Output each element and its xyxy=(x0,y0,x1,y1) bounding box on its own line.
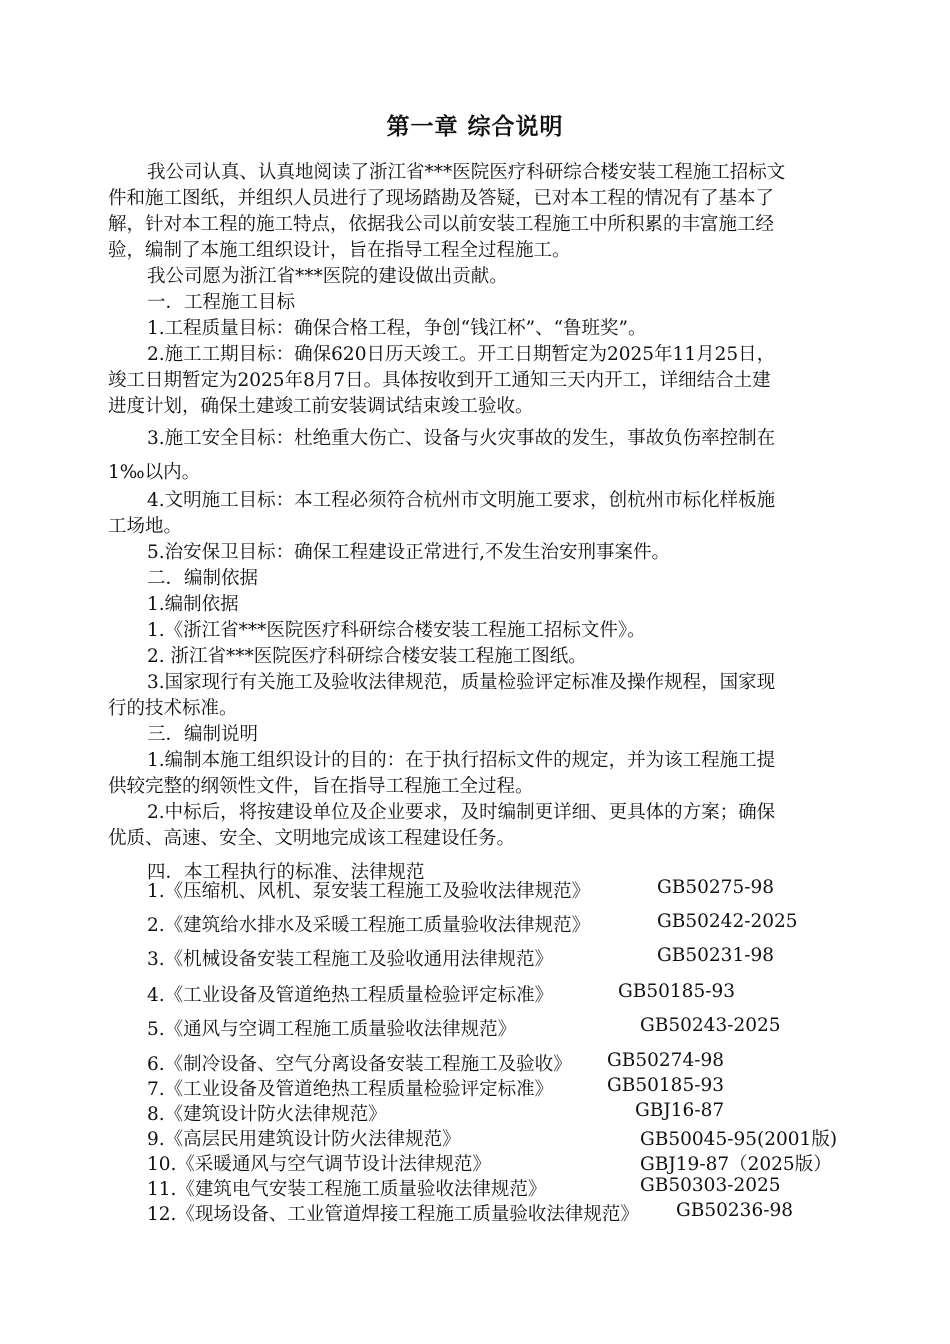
section1-line: 1‰以内。 xyxy=(108,462,201,483)
section-heading-standards: 四．本工程执行的标准、法律规范 xyxy=(147,862,425,883)
standard-code: GB50274-98 xyxy=(607,1050,725,1071)
section2-line: 2. 浙江省***医院医疗科研综合楼安装工程施工图纸。 xyxy=(147,646,587,667)
section1-line: 工场地。 xyxy=(108,516,183,537)
section2-line: 3.国家现行有关施工及验收法律规范，质量检验评定标准及操作规程，国家现 xyxy=(147,672,776,693)
standard-code: GB50236-98 xyxy=(676,1200,794,1221)
standard-name: 12.《现场设备、工业管道焊接工程施工质量验收法律规范》 xyxy=(147,1204,639,1225)
standard-code: GB50185-93 xyxy=(618,981,736,1002)
chapter-title: 第一章 综合说明 xyxy=(386,113,564,140)
section-heading-goals: 一．工程施工目标 xyxy=(147,292,296,313)
section1-line: 3.施工安全目标：杜绝重大伤亡、设备与火灾事故的发生，事故负伤率控制在 xyxy=(147,428,776,449)
section1-line: 5.治安保卫目标：确保工程建设正常进行,不发生治安刑事案件。 xyxy=(147,542,671,563)
standard-name: 7.《工业设备及管道绝热工程质量检验评定标准》 xyxy=(147,1079,554,1100)
section3-line: 1.编制本施工组织设计的目的：在于执行招标文件的规定，并为该工程施工提 xyxy=(147,750,776,771)
standard-name: 4.《工业设备及管道绝热工程质量检验评定标准》 xyxy=(147,985,554,1006)
standard-name: 6.《制冷设备、空气分离设备安装工程施工及验收》 xyxy=(147,1054,572,1075)
standard-name: 5.《通风与空调工程施工质量验收法律规范》 xyxy=(147,1019,517,1040)
standard-name: 10.《采暖通风与空气调节设计法律规范》 xyxy=(147,1154,491,1175)
standard-code: GB50045-95(2001版) xyxy=(640,1129,838,1150)
standard-code: GBJ19-87（2025版） xyxy=(640,1154,832,1175)
standard-code: GB50243-2025 xyxy=(640,1015,781,1036)
intro-line: 我公司认真、认真地阅读了浙江省***医院医疗科研综合楼安装工程施工招标文 xyxy=(147,162,786,183)
standard-code: GBJ16-87 xyxy=(635,1100,725,1121)
intro-line: 验，编制了本施工组织设计，旨在指导工程全过程施工。 xyxy=(108,240,571,261)
section1-line: 竣工日期暂定为2025年8月7日。具体按收到开工通知三天内开工，详细结合土建 xyxy=(108,370,771,391)
standard-code: GB50303-2025 xyxy=(640,1175,781,1196)
section-heading-basis: 二．编制依据 xyxy=(147,568,259,589)
section3-line: 2.中标后，将按建设单位及企业要求，及时编制更详细、更具体的方案；确保 xyxy=(147,802,776,823)
section1-line: 2.施工工期目标：确保620日历天竣工。开工日期暂定为2025年11月25日， xyxy=(147,344,776,365)
standard-name: 2.《建筑给水排水及采暖工程施工质量验收法律规范》 xyxy=(147,915,591,936)
section2-line: 行的技术标准。 xyxy=(108,698,238,719)
standard-name: 8.《建筑设计防火法律规范》 xyxy=(147,1104,387,1125)
intro-line: 件和施工图纸，并组织人员进行了现场踏勘及答疑，已对本工程的情况有了基本了 xyxy=(108,188,775,209)
intro-line: 我公司愿为浙江省***医院的建设做出贡献。 xyxy=(147,266,508,287)
section1-line: 1.工程质量目标：确保合格工程，争创“钱江杯”、“鲁班奖”。 xyxy=(147,318,647,339)
section2-line: 1.编制依据 xyxy=(147,594,239,615)
section-heading-notes: 三．编制说明 xyxy=(147,724,259,745)
standard-name: 1.《压缩机、风机、泵安装工程施工及验收法律规范》 xyxy=(147,881,591,902)
standard-code: GB50185-93 xyxy=(607,1075,725,1096)
section2-line: 1.《浙江省***医院医疗科研综合楼安装工程施工招标文件》。 xyxy=(147,620,646,641)
section1-line: 4.文明施工目标：本工程必须符合杭州市文明施工要求，创杭州市标化样板施 xyxy=(147,490,776,511)
intro-line: 解，针对本工程的施工特点，依据我公司以前安装工程施工中所积累的丰富施工经 xyxy=(108,214,775,235)
standard-code: GB50275-98 xyxy=(657,877,775,898)
standard-code: GB50242-2025 xyxy=(657,911,798,932)
section3-line: 优质、高速、安全、文明地完成该工程建设任务。 xyxy=(108,828,516,849)
section3-line: 供较完整的纲领性文件，旨在指导工程施工全过程。 xyxy=(108,776,534,797)
standard-name: 11.《建筑电气安装工程施工质量验收法律规范》 xyxy=(147,1179,547,1200)
section1-line: 进度计划，确保土建竣工前安装调试结束竣工验收。 xyxy=(108,396,534,417)
standard-name: 9.《高层民用建筑设计防火法律规范》 xyxy=(147,1129,461,1150)
standard-code: GB50231-98 xyxy=(657,945,775,966)
standard-name: 3.《机械设备安装工程施工及验收通用法律规范》 xyxy=(147,949,554,970)
